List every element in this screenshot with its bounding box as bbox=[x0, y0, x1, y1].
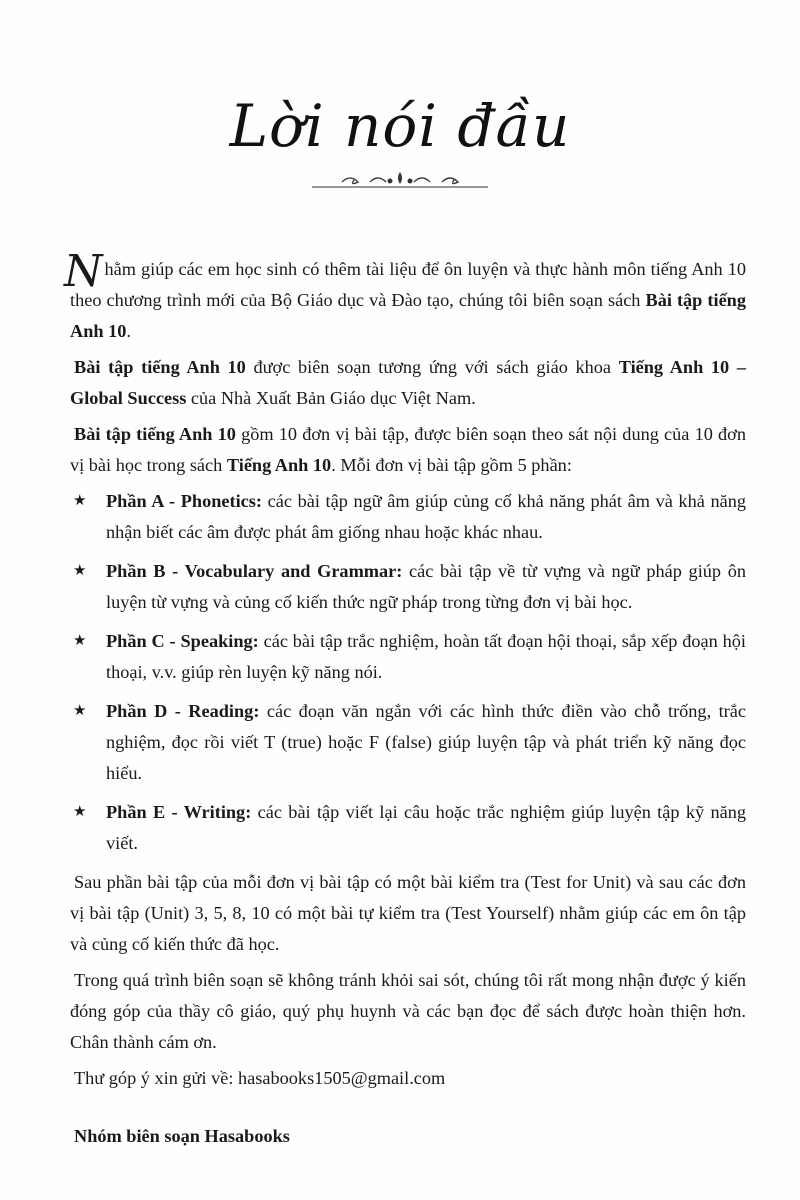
paragraph-textbook: Bài tập tiếng Anh 10 được biên soạn tương ứng với sách giáo khoa Tiếng Anh 10 – Global Success của Nhà Xuất Bản Giáo dục Việt Nam. bbox=[70, 357, 746, 408]
ornament-divider-icon bbox=[312, 170, 488, 192]
paragraph-tests: Sau phần bài tập của mỗi đơn vị bài tập có một bài kiểm tra (Test for Unit) và sau các đơn vị bài tập (Unit) 3, 5, 8, 10 có một bài tự kiểm tra (Test Yourself) nhằm giúp các em ôn tập và củng cố kiến thức đã học. bbox=[70, 872, 746, 954]
list-item: ★ Phần C - Speaking: các bài tập trắc nghiệm, hoàn tất đoạn hội thoại, sắp xếp đoạn hội thoại, v.v. giúp rèn luyện kỹ năng nói. bbox=[70, 626, 746, 688]
preface-body bbox=[64, 246, 747, 1099]
paragraph-structure: Bài tập tiếng Anh 10 gồm 10 đơn vị bài tập, được biên soạn theo sát nội dung của 10 đơn vị bài học trong sách Tiếng Anh 10. Mỗi đơn vị bài tập gồm 5 phần: bbox=[70, 424, 746, 475]
star-icon: ★ bbox=[73, 493, 87, 509]
intro-paragraph: Nhằm giúp các em học sinh có thêm tài liệu để ôn luyện và thực hành môn tiếng Anh 10 theo chương trình mới của Bộ Giáo dục và Đào tạo, chúng tôi biên soạn sách Bài tập tiếng Anh 10. bbox=[64, 246, 746, 341]
list-item: ★ Phần B - Vocabulary and Grammar: các bài tập về từ vựng và ngữ pháp giúp ôn luyện từ vựng và củng cố kiến thức ngữ pháp trong từng đơn vị bài học. bbox=[70, 556, 746, 618]
star-icon: ★ bbox=[73, 804, 87, 820]
list-item: ★ Phần E - Writing: các bài tập viết lại câu hoặc trắc nghiệm giúp luyện tập kỹ năng viết. bbox=[70, 797, 746, 859]
paragraph-thanks: Trong quá trình biên soạn sẽ không tránh khỏi sai sót, chúng tôi rất mong nhận được ý kiến đóng góp của thầy cô giáo, quý phụ huynh và các bạn đọc để sách được hoàn thiện hơn. Chân thành cám ơn. bbox=[70, 970, 746, 1052]
contact-email: Thư góp ý xin gửi về: hasabooks1505@gmail.com bbox=[74, 1068, 446, 1088]
signature: Nhóm biên soạn Hasabooks bbox=[74, 1126, 290, 1146]
star-icon: ★ bbox=[73, 563, 87, 579]
list-item: ★ Phần A - Phonetics: các bài tập ngữ âm giúp củng cố khả năng phát âm và khả năng nhận biết các âm được phát âm giống nhau hoặc khác nhau. bbox=[70, 486, 746, 548]
parts-list bbox=[70, 486, 746, 859]
page-title: Lời nói đầu bbox=[229, 92, 571, 160]
drop-cap: N bbox=[64, 246, 103, 297]
star-icon: ★ bbox=[73, 703, 87, 719]
star-icon: ★ bbox=[73, 633, 87, 649]
list-item: ★ Phần D - Reading: các đoạn văn ngắn với các hình thức điền vào chỗ trống, trắc nghiệm, đọc rồi viết T (true) hoặc F (false) giúp luyện tập và phát triển kỹ năng đọc hiểu. bbox=[70, 696, 746, 789]
